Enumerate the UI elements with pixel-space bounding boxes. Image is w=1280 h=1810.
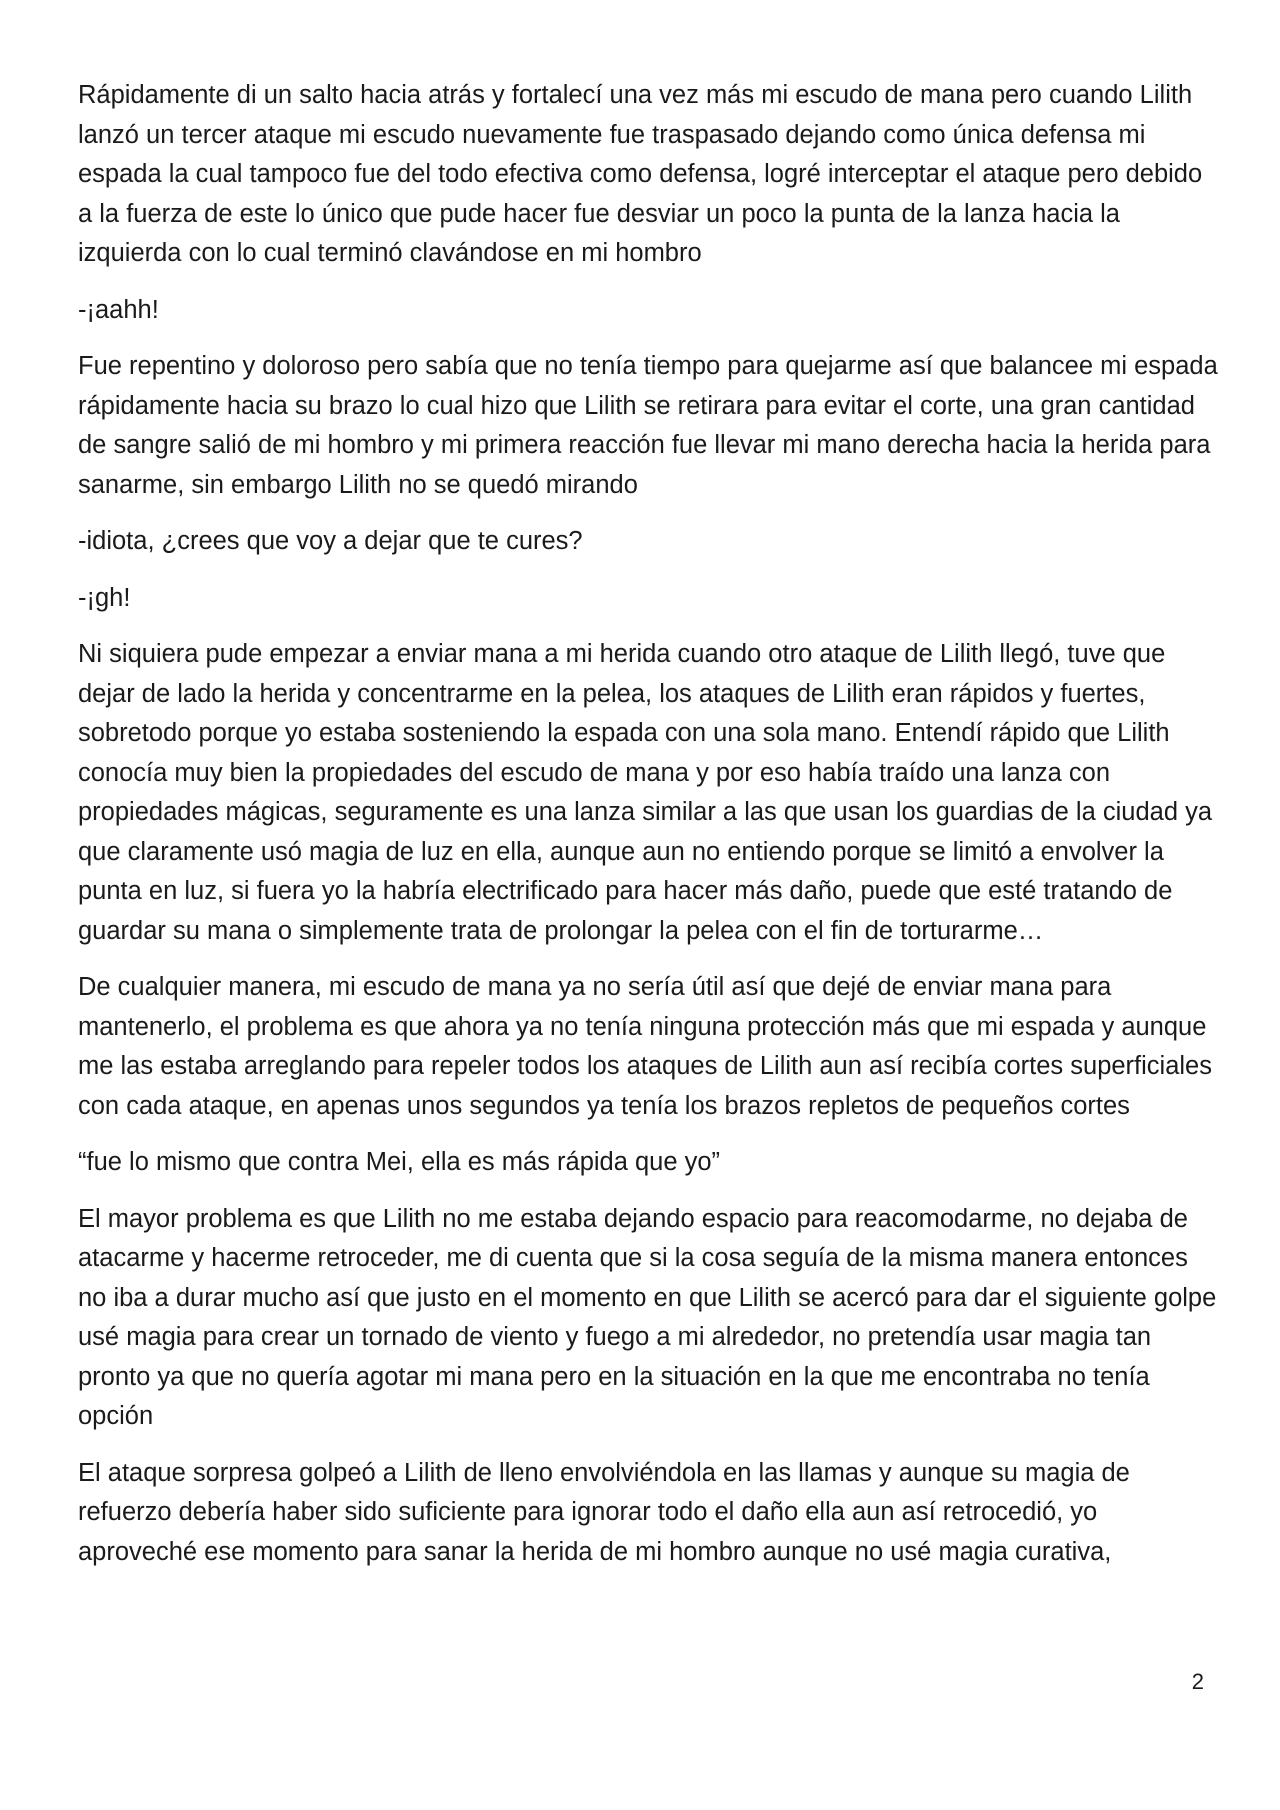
dialogue-line: -idiota, ¿crees que voy a dejar que te cures? <box>78 527 583 555</box>
paragraph: Rápidamente di un salto hacia atrás y fortalecí una vez más mi escudo de mana pero cuando Lilith lanzó un tercer ataque mi escudo nuevamente fue traspasado dejando como única defensa mi espada la cual tampoco fue del todo efectiva como defensa, logré interceptar el ataque pero debido a la fuerza de este lo único que pude hacer fue desviar un poco la punta de la lanza hacia la izquierda con lo cual terminó clavándose en mi hombro <box>78 81 1203 267</box>
document-body <box>78 76 1218 1589</box>
dialogue-line: -¡aahh! <box>78 295 159 324</box>
page-number: 2 <box>1191 1669 1204 1694</box>
paragraph: El ataque sorpresa golpeó a Lilith de lleno envolviéndola en las llamas y aunque su magia de refuerzo debería haber sido suficiente para ignorar todo el daño ella aun así retrocedió, yo aproveché ese momento para sanar la herida de mi hombro aunque no usé magia curativa, <box>78 1458 1130 1566</box>
paragraph: El mayor problema es que Lilith no me estaba dejando espacio para reacomodarme, no dejaba de atacarme y hacerme retroceder, me di cuenta que si la cosa seguía de la misma manera entonces no iba a durar mucho así que justo en el momento en que Lilith se acercó para dar el siguiente golpe usé magia para crear un tornado de viento y fuego a mi alrededor, no pretendía usar magia tan pronto ya que no quería agotar mi mana pero en la situación en la que me encontraba no tenía opción <box>78 1204 1217 1430</box>
dialogue-line: -¡gh! <box>78 583 131 612</box>
thought-line: “fue lo mismo que contra Mei, ella es más rápida que yo” <box>78 1148 721 1176</box>
paragraph: Ni siquiera pude empezar a enviar mana a mi herida cuando otro ataque de Lilith llegó, tuve que dejar de lado la herida y concentrarme en la pelea, los ataques de Lilith eran rápidos y fuertes, sobretodo porque yo estaba sosteniendo la espada con una sola mano. Entendí rápido que Lilith conocía muy bien la propiedades del escudo de mana y por eso había traído una lanza con propiedades mágicas, seguramente es una lanza similar a las que usan los guardias de la ciudad ya que claramente usó magia de luz en ella, aunque aun no entiendo porque se limitó a envolver la punta en luz, si fuera yo la habría electrificado para hacer más daño, puede que esté tratando de guardar su mana o simplemente trata de prolongar la pelea con el fin de torturarme… <box>78 640 1213 945</box>
paragraph: De cualquier manera, mi escudo de mana ya no sería útil así que dejé de enviar mana para mantenerlo, el problema es que ahora ya no tenía ninguna protección más que mi espada y aunque me las estaba arreglando para repeler todos los ataques de Lilith aun así recibía cortes superficiales con cada ataque, en apenas unos segundos ya tenía los brazos repletos de pequeños cortes <box>78 973 1212 1120</box>
paragraph: Fue repentino y doloroso pero sabía que no tenía tiempo para quejarme así que balancee mi espada rápidamente hacia su brazo lo cual hizo que Lilith se retirara para evitar el corte, una gran cantidad de sangre salió de mi hombro y mi primera reacción fue llevar mi mano derecha hacia la herida para sanarme, sin embargo Lilith no se quedó mirando <box>78 352 1218 499</box>
